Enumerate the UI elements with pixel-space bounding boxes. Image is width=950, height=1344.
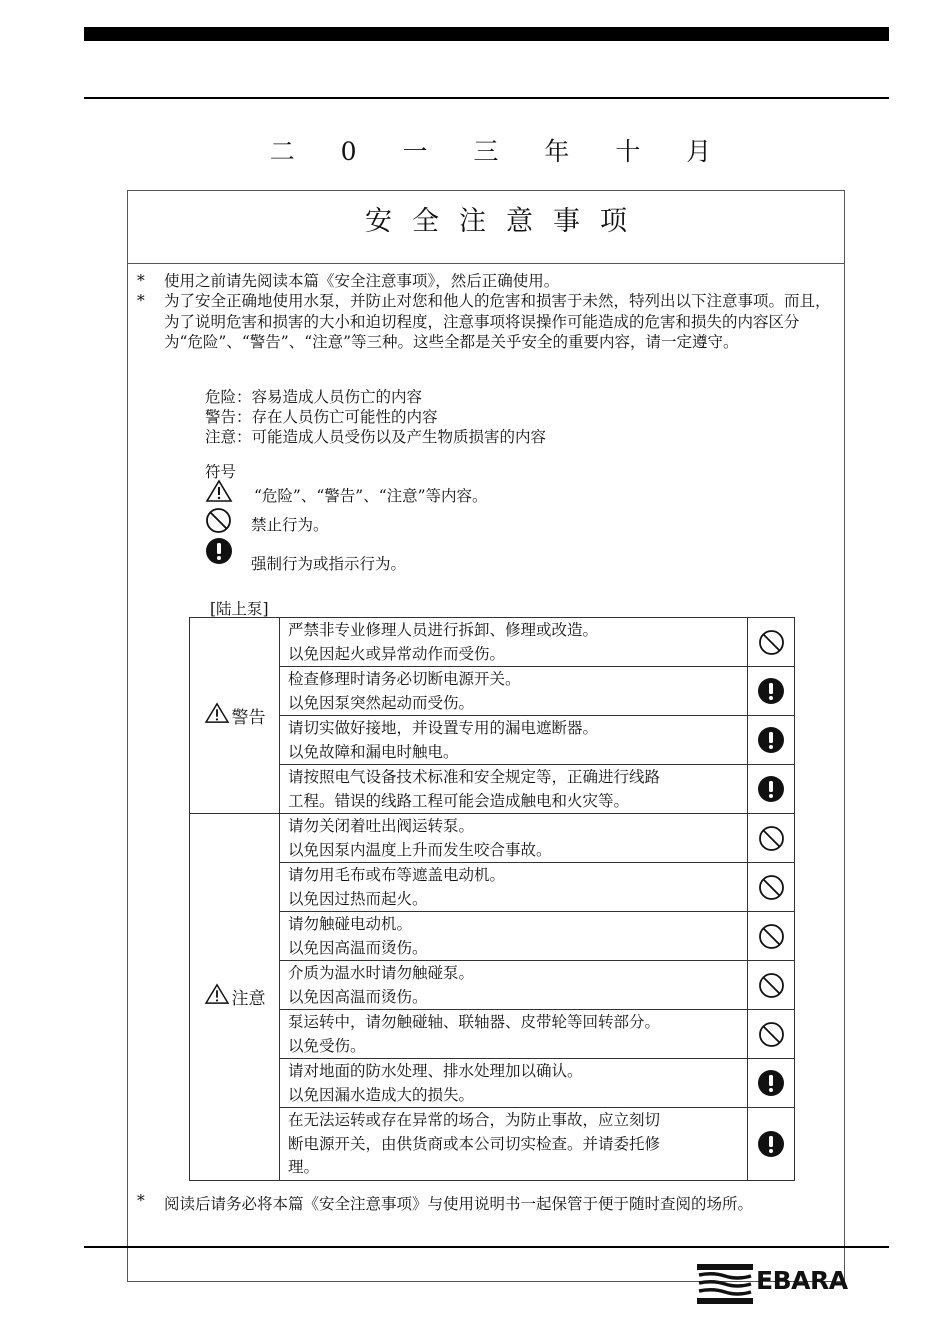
warning-triangle-icon <box>205 479 233 507</box>
warning-triangle-icon <box>204 983 230 1010</box>
symbol-cell <box>748 863 795 912</box>
instruction-line: 在无法运转或存在异常的场合，为防止事故，应立刻切 <box>288 1111 661 1129</box>
instruction-line: 以免因漏水造成大的损失。 <box>288 1085 475 1104</box>
symbol-cell <box>748 765 795 814</box>
instruction-cell <box>280 1059 748 1108</box>
safety-table <box>189 617 795 1181</box>
table-row <box>190 618 795 667</box>
instruction-cell <box>280 618 748 667</box>
instruction-line: 严禁非专业修理人员进行拆卸、修理或改造。 <box>288 621 599 639</box>
mandatory-icon <box>748 677 794 705</box>
footer-note-text: 阅读后请务必将本篇《安全注意事项》与使用说明书一起保管于便于随时查阅的场所。 <box>164 1195 754 1213</box>
note-text: 使用之前请先阅读本篇《安全注意事项》，然后正确使用。 <box>164 272 560 290</box>
prohibited-icon <box>748 923 794 950</box>
instruction-cell <box>280 1010 748 1059</box>
prohibited-icon <box>205 507 232 538</box>
instruction-line: 以免受伤。 <box>288 1036 366 1055</box>
instruction-line: 以免因起火或异常动作而受伤。 <box>288 644 506 663</box>
mandatory-icon <box>748 1130 794 1158</box>
document-date: 二 0 一 三 年 十 月 <box>269 137 731 166</box>
category-cell <box>190 814 280 1181</box>
instruction-line: 请勿触碰电动机。 <box>288 915 413 933</box>
footer-rule <box>84 1246 889 1248</box>
table-caption: [陆上泵] <box>210 600 269 618</box>
table-row <box>190 1108 795 1181</box>
table-row <box>190 716 795 765</box>
instruction-cell <box>280 716 748 765</box>
mandatory-icon <box>205 537 233 569</box>
instruction-cell <box>280 912 748 961</box>
mandatory-icon <box>748 1069 794 1097</box>
instruction-cell <box>280 667 748 716</box>
instruction-line: 断电源开关，由供货商或本公司切实检查。并请委托修 <box>288 1134 661 1153</box>
instruction-line: 以免因高温而烫伤。 <box>288 938 428 957</box>
table-row <box>190 1010 795 1059</box>
instruction-line: 请勿关闭着吐出阀运转泵。 <box>288 817 475 835</box>
table-row <box>190 863 795 912</box>
definition-danger: 危险：容易造成人员伤亡的内容 <box>205 388 423 406</box>
instruction-cell <box>280 765 748 814</box>
instruction-cell <box>280 814 748 863</box>
instruction-line: 以免因泵内温度上升而发生咬合事故。 <box>288 840 552 859</box>
instruction-line: 泵运转中，请勿触碰轴、联轴器、皮带轮等回转部分。 <box>288 1013 661 1031</box>
note-bullet: * <box>137 292 145 310</box>
instruction-line: 请对地面的防水处理、排水处理加以确认。 <box>288 1062 583 1080</box>
table-row <box>190 912 795 961</box>
symbol-mandatory-text: 强制行为或指示行为。 <box>251 555 407 573</box>
ebara-logo <box>697 1262 857 1310</box>
symbol-cell <box>748 961 795 1010</box>
category-label <box>204 983 266 1010</box>
instruction-line: 请勿用毛布或布等遮盖电动机。 <box>288 866 506 884</box>
symbol-prohibited-text: 禁止行为。 <box>251 516 329 534</box>
table-row <box>190 1059 795 1108</box>
table-row <box>190 961 795 1010</box>
mandatory-icon <box>748 775 794 803</box>
symbol-warning-text: “危险”、“警告”、“注意”等内容。 <box>254 487 488 505</box>
symbol-cell <box>748 667 795 716</box>
symbol-cell <box>748 1108 795 1181</box>
table-row <box>190 765 795 814</box>
instruction-line: 请切实做好接地，并设置专用的漏电遮断器。 <box>288 719 599 737</box>
instruction-cell <box>280 863 748 912</box>
table-row <box>190 814 795 863</box>
instruction-line: 请按照电气设备技术标准和安全规定等，正确进行线路 <box>288 768 661 786</box>
symbol-cell <box>748 912 795 961</box>
mandatory-icon <box>748 726 794 754</box>
symbol-cell <box>748 1059 795 1108</box>
category-label <box>204 702 266 729</box>
instruction-line: 工程。错误的线路工程可能会造成触电和火灾等。 <box>288 791 630 810</box>
symbol-cell <box>748 814 795 863</box>
header-rule <box>84 97 889 99</box>
note-bullet: * <box>137 272 145 290</box>
definition-warning: 警告：存在人员伤亡可能性的内容 <box>205 408 438 426</box>
symbols-label: 符号 <box>205 463 237 481</box>
symbol-cell <box>748 716 795 765</box>
category-text: 注意 <box>231 989 266 1010</box>
instruction-line: 检查修理时请务必切断电源开关。 <box>288 670 521 688</box>
instruction-line: 以免故障和漏电时触电。 <box>288 742 459 761</box>
instruction-line: 以免因高温而烫伤。 <box>288 987 428 1006</box>
note-bullet: * <box>137 1192 145 1210</box>
instruction-line: 介质为温水时请勿触碰泵。 <box>288 964 475 982</box>
category-text: 警告 <box>231 708 266 728</box>
symbol-cell <box>748 1010 795 1059</box>
table-row <box>190 667 795 716</box>
header-bar <box>84 27 889 41</box>
ebara-logo-mark <box>697 1262 755 1306</box>
instruction-line: 理。 <box>288 1158 320 1176</box>
instruction-line: 以免因泵突然起动而受伤。 <box>288 693 475 712</box>
definition-caution: 注意：可能造成人员受伤以及产生物质损害的内容 <box>205 428 547 446</box>
instruction-line: 以免因过热而起火。 <box>288 889 428 908</box>
prohibited-icon <box>748 629 794 656</box>
category-cell <box>190 618 280 814</box>
prohibited-icon <box>748 1021 794 1048</box>
logo-text: EBARA <box>756 1266 848 1295</box>
page-title: 安全注意事项 <box>365 206 647 237</box>
prohibited-icon <box>748 874 794 901</box>
instruction-cell <box>280 961 748 1010</box>
note-text: 为了安全正确地使用水泵，并防止对您和他人的危害和损害于未然，特列出以下注意事项。而且，为了说明危害和损害的大小和迫切程度，注意事项将误操作可能造成的危害和损失的内容区分为“危险”、“警告”、“注意”等三种。这些全都是关乎安全的重要内容，请一定遵守。 <box>164 292 831 351</box>
prohibited-icon <box>748 825 794 852</box>
symbol-cell <box>748 618 795 667</box>
instruction-cell <box>280 1108 748 1181</box>
warning-triangle-icon <box>204 702 230 729</box>
prohibited-icon <box>748 972 794 999</box>
title-box <box>128 191 844 264</box>
